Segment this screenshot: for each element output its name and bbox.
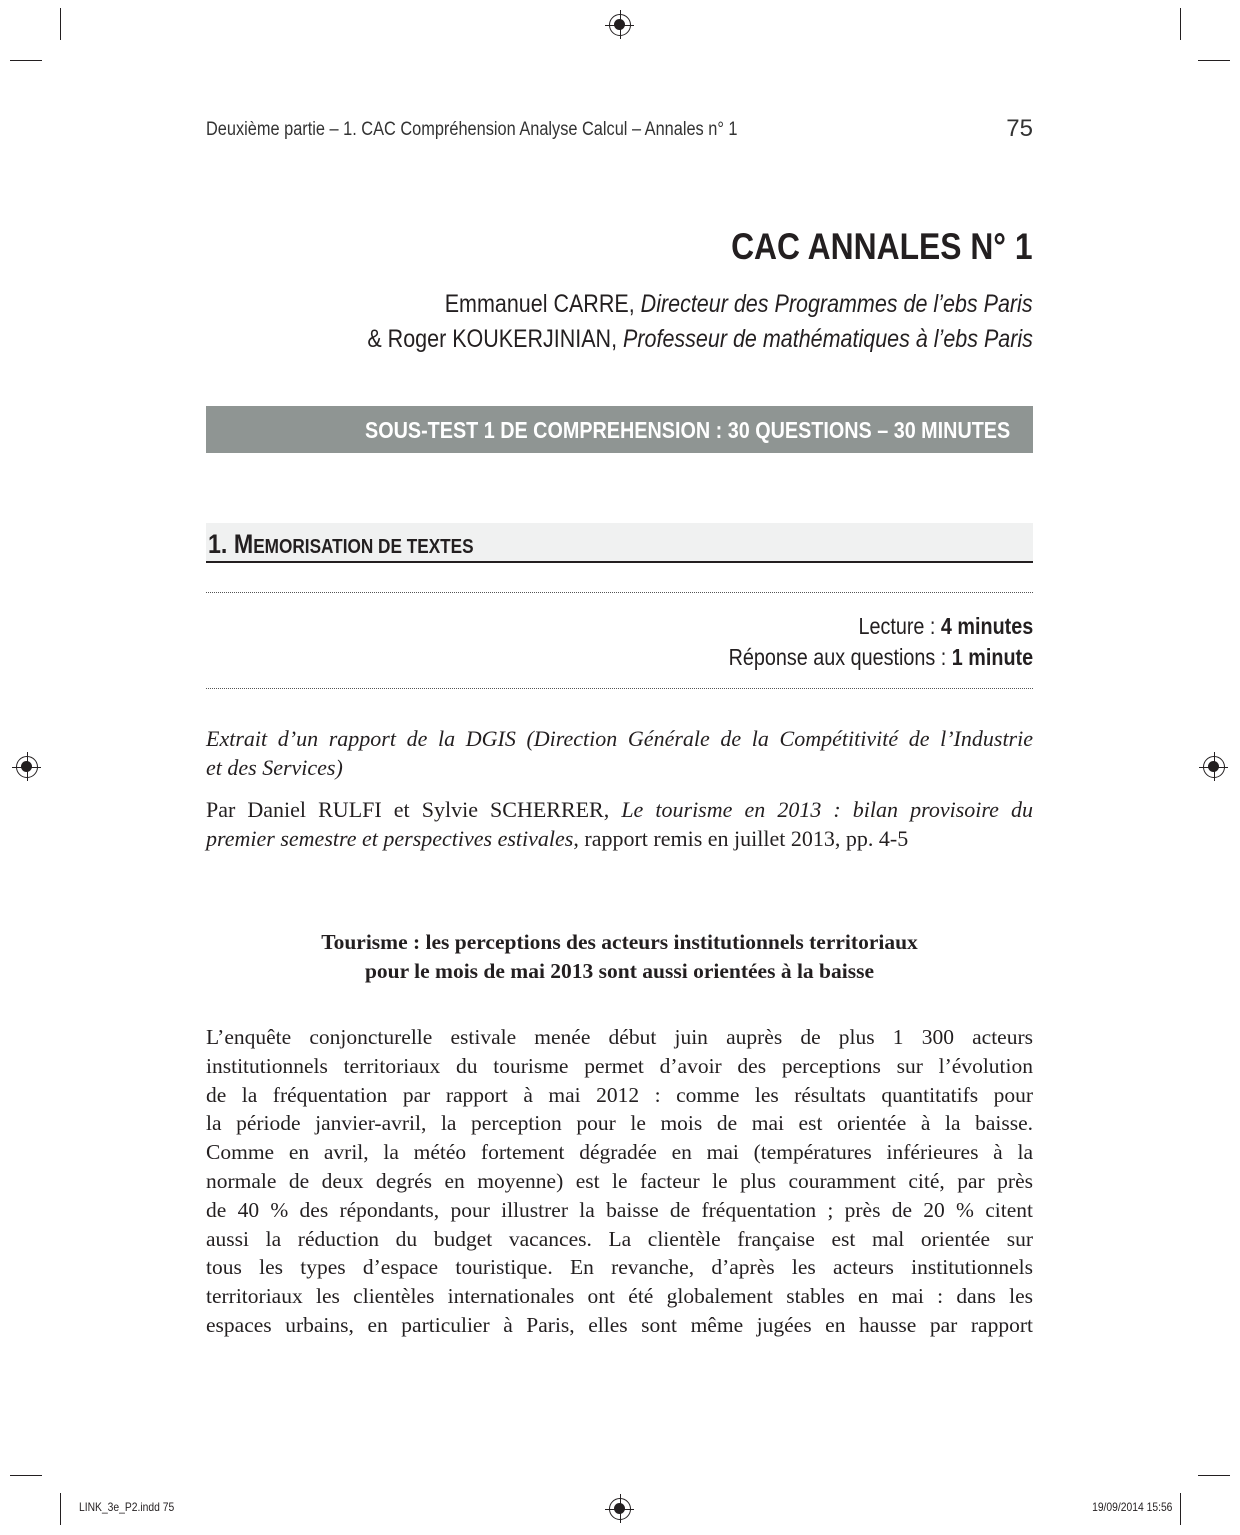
dotted-divider <box>206 592 1033 593</box>
banner-text: SOUS-TEST 1 DE COMPREHENSION : 30 QUESTIONS – 30 MINUTES <box>364 417 1010 443</box>
section-number: 1. <box>208 529 228 559</box>
registration-mark-icon <box>609 1498 631 1520</box>
slug-date-text: 19/09/2014 15:56 <box>1091 1500 1172 1514</box>
body-line: territoriaux les clientèles internationales ont été globalement stables en mai : dans les <box>206 1284 1033 1309</box>
title-text: CAC ANNALES N° 1 <box>731 226 1033 267</box>
running-title: Deuxième partie – 1. CAC Compréhension Analyse Calcul – Annales n° 1 <box>206 119 738 140</box>
slug-date <box>1079 1500 1172 1514</box>
body-line: de la fréquentation par rapport à mai 2012 : comme les résultats quantitatifs pour <box>206 1082 1033 1107</box>
running-header <box>206 119 824 141</box>
body-line: institutionnels territoriaux du tourisme permet d’avoir des perceptions sur l’évolution <box>206 1053 1033 1078</box>
work-title: premier semestre et perspectives estivales <box>206 825 574 851</box>
work-title: Le tourisme en 2013 : bilan provisoire du <box>621 796 1033 822</box>
section-title: EMORISATION DE TEXTES <box>253 536 474 558</box>
subtest-banner <box>206 406 1033 453</box>
slug-file-text: LINK_3e_P2.indd 75 <box>79 1500 175 1514</box>
author-2 <box>367 322 1033 357</box>
page-title <box>682 226 1033 268</box>
source-authors: Par Daniel RULFI et Sylvie SCHERRER, <box>206 796 622 822</box>
crop-mark <box>10 60 42 61</box>
author-name: & Roger KOUKERJINIAN, <box>367 325 618 353</box>
source-line: Extrait d’un rapport de la DGIS (Direction Générale de la Compétitivité de l’Industrie <box>206 726 1033 751</box>
body-line: L’enquête conjoncturelle estivale menée début juin auprès de plus 1 300 acteurs <box>206 1025 1033 1049</box>
source-citation-2 <box>206 824 1033 853</box>
author-role: Directeur des Programmes de l’ebs Paris <box>641 290 1033 318</box>
body-line: normale de deux degrés en moyenne) est le facteur le plus couramment cité, par près <box>206 1168 1033 1193</box>
source-block <box>206 724 1033 853</box>
section-heading <box>206 523 1033 563</box>
crop-mark <box>1180 1493 1181 1525</box>
timing-info <box>679 611 1033 673</box>
body-line: aussi la réduction du budget vacances. La clientèle française est mal orientée sur <box>206 1226 1033 1251</box>
source-line: et des Services) <box>206 754 343 780</box>
crop-mark <box>1180 8 1181 40</box>
reading-label: Lecture : <box>858 613 941 639</box>
slug-file <box>79 1500 190 1514</box>
body-line: espaces urbains, en particulier à Paris, elles sont même jugées en hausse par rapport <box>206 1312 1033 1337</box>
registration-mark-icon <box>609 14 631 36</box>
dotted-divider <box>206 688 1033 689</box>
answer-label: Réponse aux questions : <box>728 644 952 670</box>
body-line: tous les types d’espace touristique. En revanche, d’après les acteurs institutionnels <box>206 1255 1033 1280</box>
crop-mark <box>10 1475 42 1476</box>
crop-mark <box>60 1493 61 1525</box>
article-title <box>206 928 1033 986</box>
source-citation <box>206 795 1033 824</box>
source-details: , rapport remis en juillet 2013, pp. 4-5 <box>573 825 909 851</box>
page-number: 75 <box>1006 115 1033 142</box>
article-title-line: Tourisme : les perceptions des acteurs institutionnels territoriaux <box>321 930 918 954</box>
crop-mark <box>1198 1475 1230 1476</box>
section-title-initial: M <box>233 529 254 559</box>
answer-value: 1 minute <box>951 644 1033 670</box>
author-role: Professeur de mathématiques à l’ebs Paris <box>623 325 1033 353</box>
registration-mark-icon <box>1203 756 1225 778</box>
article-body <box>206 1023 1033 1340</box>
body-line: de 40 % des répondants, pour illustrer la baisse de fréquentation ; près de 20 % citent <box>206 1197 1033 1222</box>
crop-mark <box>1198 60 1230 61</box>
author-name: Emmanuel CARRE, <box>445 290 636 318</box>
body-line: Comme en avril, la météo fortement dégradée en mai (températures inférieures à la <box>206 1140 1033 1165</box>
authors <box>259 287 1033 357</box>
registration-mark-icon <box>16 756 38 778</box>
article-title-line: pour le mois de mai 2013 sont aussi orientées à la baisse <box>364 959 875 983</box>
body-line: la période janvier-avril, la perception pour le mois de mai est orientée à la baisse. <box>206 1111 1033 1136</box>
reading-value: 4 minutes <box>940 613 1033 639</box>
author-1 <box>445 287 1033 322</box>
crop-mark <box>60 8 61 40</box>
